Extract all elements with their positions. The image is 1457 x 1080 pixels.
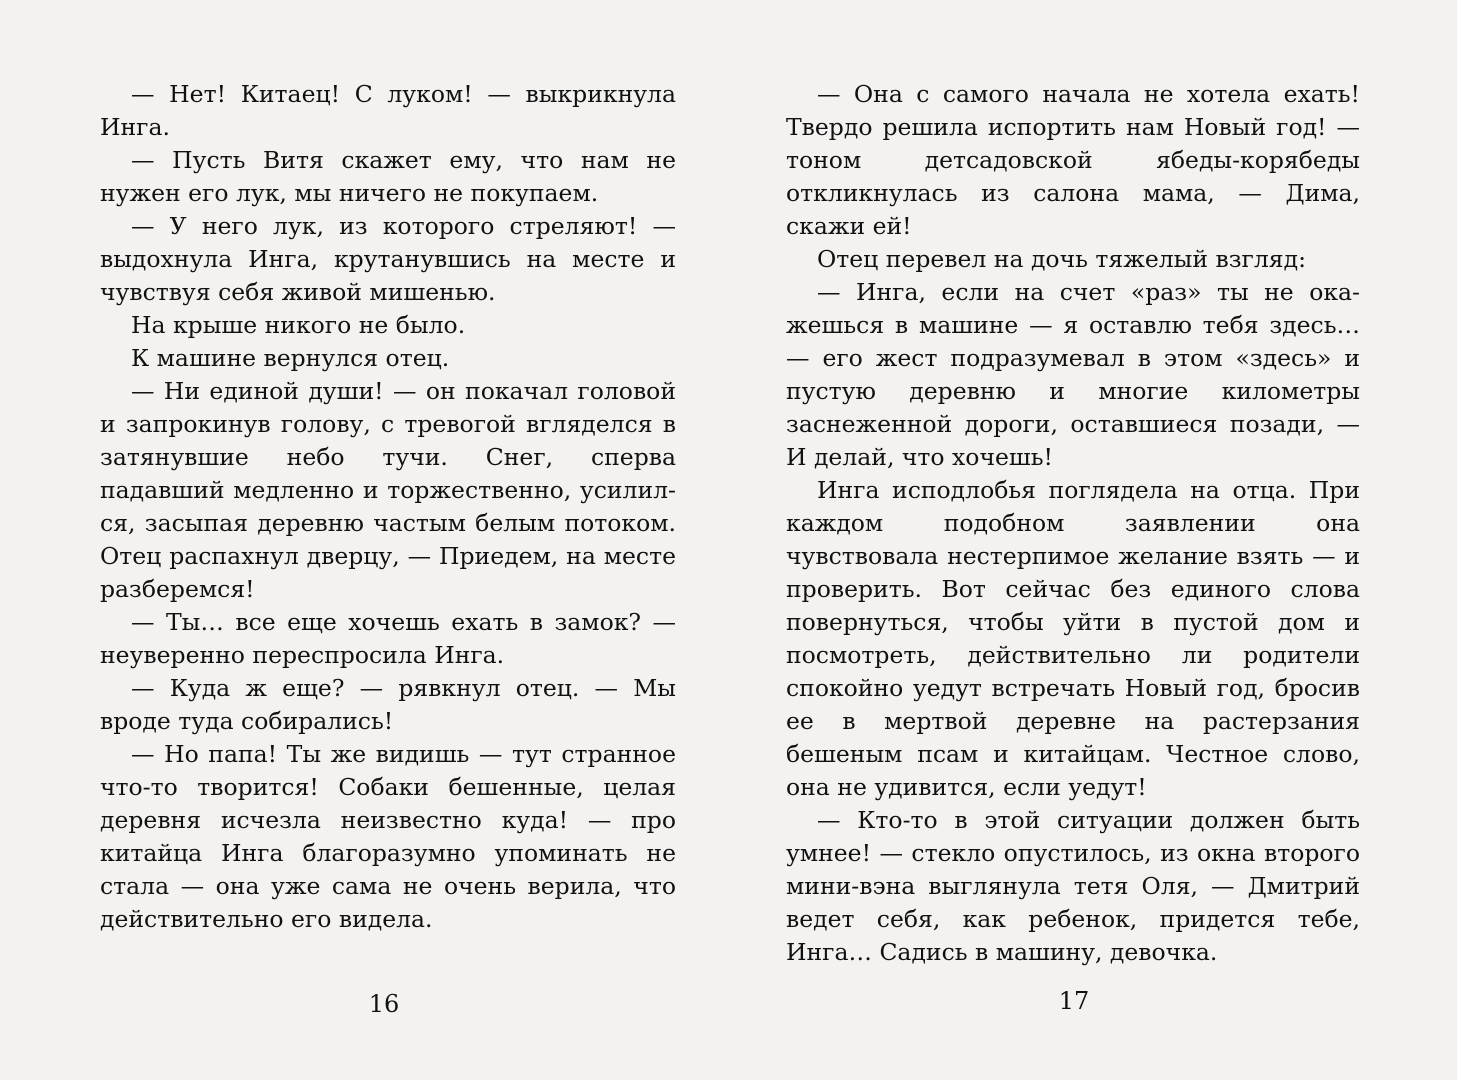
paragraph: — У него лук, из которого стреляют! — выдохнула Инга, крутанувшись на месте и чувствуя себя живой мишенью. bbox=[100, 212, 676, 306]
paragraph: — Нет! Китаец! С луком! — выкрикнула Инга. bbox=[100, 80, 676, 141]
paragraph: — Но папа! Ты же видишь — тут странное что-то творится! Собаки бешенные, целая деревня исчезла неизвестно куда! — про китайца Инга благоразумно упоминать не стала — она уже сама не очень верила, что действительно его видела. bbox=[100, 740, 676, 933]
paragraph: — Она с самого начала не хотела ехать! Твердо решила испортить нам Новый год! — тоном детсадовской ябеды-корябеды откликнулась из салона мама, — Дима, скажи ей! bbox=[786, 80, 1360, 240]
right-page-text bbox=[786, 78, 1360, 969]
paragraph: — Ни единой души! — он покачал головой и запрокинув голову, с тревогой вгляделся в затянувшие небо тучи. Снег, сперва падавший медленно и торжественно, усилился, засыпая деревню частым белым потоком. Отец распахнул дверцу, — Приедем, на месте разберемся! bbox=[100, 377, 676, 603]
page-number-left: 16 bbox=[368, 990, 400, 1018]
paragraph: — Ты… все еще хочешь ехать в замок? — неуверенно переспросила Инга. bbox=[100, 608, 676, 669]
paragraph: — Инга, если на счет «раз» ты не окажешься в машине — я оставлю тебя здесь… — его жест подразумевал в этом «здесь» и пустую деревню и многие километры заснеженной дороги, оставшиеся позади, — И делай, что хочешь! bbox=[786, 278, 1360, 471]
paragraph: Инга исподлобья поглядела на отца. При каждом подобном заявлении она чувствовала нестерпимое желание взять — и проверить. Вот сейчас без единого слова повернуться, чтобы уйти в пустой дом и посмотреть, действительно ли родители спокойно уедут встречать Новый год, бросив ее в мертвой деревне на растерзания бешеным псам и китайцам. Честное слово, она не удивится, если уедут! bbox=[786, 476, 1360, 801]
paragraph: Отец перевел на дочь тяжелый взгляд: bbox=[817, 245, 1306, 273]
paragraph: К машине вернулся отец. bbox=[131, 344, 450, 372]
paragraph: — Куда ж еще? — рявкнул отец. — Мы вроде туда собирались! bbox=[100, 674, 676, 735]
left-page-text bbox=[100, 78, 676, 936]
paragraph: На крыше никого не было. bbox=[131, 311, 466, 339]
paragraph: — Пусть Витя скажет ему, что нам не нужен его лук, мы ничего не покупаем. bbox=[100, 146, 676, 207]
paragraph: — Кто-то в этой ситуации должен быть умнее! — стекло опустилось, из окна второго мини-вэна выглянула тетя Оля, — Дмитрий ведет себя, как ребенок, придется тебе, Инга… Садись в машину, девочка. bbox=[786, 806, 1360, 966]
page-number-right: 17 bbox=[1058, 987, 1090, 1015]
